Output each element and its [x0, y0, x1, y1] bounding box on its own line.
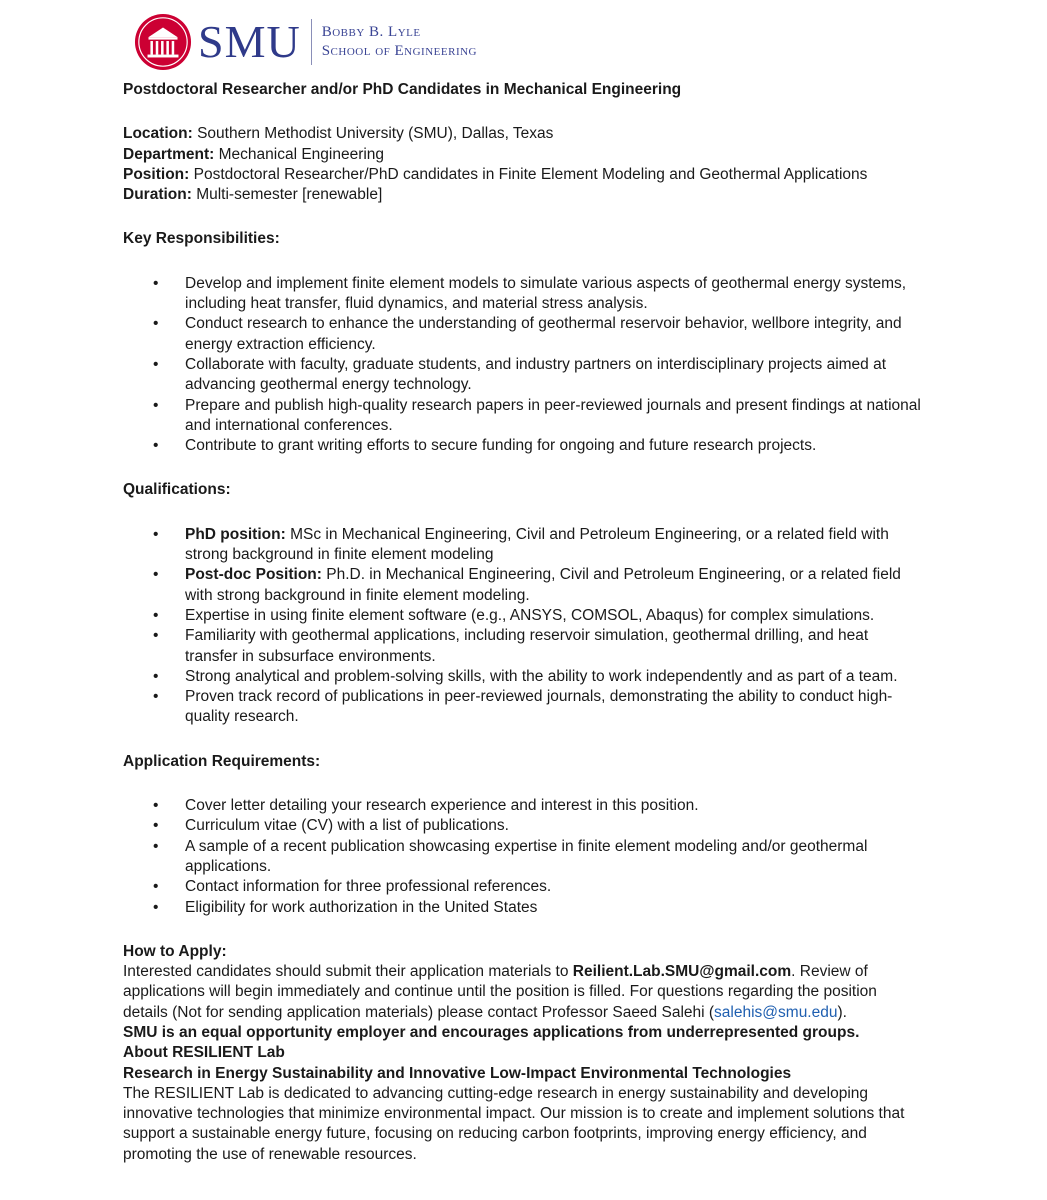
location-label: Location: — [123, 125, 193, 143]
list-item — [123, 314, 923, 355]
list-item-text: Curriculum vitae (CV) with a list of publications. — [185, 817, 509, 835]
list-item-text: Familiarity with geothermal applications, including reservoir simulation, geothermal drilling, and heat transfer in subsurface environments. — [185, 627, 869, 665]
header-divider — [311, 19, 312, 65]
list-item — [123, 816, 923, 836]
requirements-list — [123, 796, 923, 918]
apply-text-2: . Review of applications will begin immediately and continue until the position is filled. For questions regarding the position details (Not for sending application materials) please contact Professor Saeed Salehi ( — [123, 963, 877, 1021]
requirements-heading: Application Requirements: — [123, 752, 321, 770]
apply-text-1: Interested candidates should submit their application materials to — [123, 963, 569, 981]
list-item — [123, 667, 923, 687]
list-item-text: Proven track record of publications in peer-reviewed journals, demonstrating the ability to conduct high-quality research. — [185, 688, 893, 726]
apply-text-3: ). — [837, 1003, 847, 1021]
list-item-text: Strong analytical and problem-solving skills, with the ability to work independently and as part of a team. — [185, 667, 898, 685]
location-row — [123, 124, 923, 144]
department-label: Department: — [123, 145, 215, 163]
bullet-icon: • — [153, 606, 159, 624]
list-item-text: Develop and implement finite element models to simulate various aspects of geothermal energy systems, including heat transfer, fluid dynamics, and material stress analysis. — [185, 274, 907, 313]
bullet-icon: • — [153, 898, 159, 916]
smu-header — [134, 12, 477, 72]
eeo-statement: SMU is an equal opportunity employer and encourages applications from underrepresented groups. — [123, 1023, 860, 1041]
list-item — [123, 687, 923, 728]
list-item — [123, 274, 923, 315]
department-row — [123, 145, 923, 165]
job-fields — [123, 124, 923, 205]
postdoc-text: Ph.D. in Mechanical Engineering, Civil and Petroleum Engineering, or a related field with strong background in finite element modeling. — [185, 566, 901, 604]
position-label: Position: — [123, 165, 190, 183]
postdoc-label: Post-doc Position: — [185, 566, 322, 584]
bullet-icon: • — [153, 688, 159, 706]
school-name — [322, 23, 477, 61]
phd-text: MSc in Mechanical Engineering, Civil and Petroleum Engineering, or a related field with strong background in finite element modeling — [185, 525, 889, 564]
bullet-icon: • — [153, 566, 159, 584]
list-item-text: Expertise in using finite element software (e.g., ANSYS, COMSOL, Abaqus) for complex simulations. — [185, 606, 875, 624]
bullet-icon: • — [153, 627, 159, 645]
list-item — [123, 837, 923, 878]
position-value: Postdoctoral Researcher/PhD candidates in Finite Element Modeling and Geothermal Applications — [193, 165, 868, 183]
bullet-icon: • — [153, 396, 159, 414]
location-value: Southern Methodist University (SMU), Dallas, Texas — [197, 125, 554, 143]
about-heading: About RESILIENT Lab — [123, 1044, 285, 1062]
bullet-icon: • — [153, 797, 159, 815]
qualifications-heading: Qualifications: — [123, 481, 231, 499]
bullet-icon: • — [153, 274, 159, 292]
responsibilities-heading: Key Responsibilities: — [123, 230, 280, 248]
list-item-text: Prepare and publish high-quality research papers in peer-reviewed journals and present findings at national and international conferences. — [185, 396, 921, 434]
responsibilities-list — [123, 274, 923, 457]
application-email: Reilient.Lab.SMU@gmail.com — [572, 963, 792, 981]
school-line-2: School of Engineering — [321, 43, 477, 59]
smu-seal-logo-icon — [134, 13, 192, 71]
list-item — [123, 355, 923, 396]
bullet-icon: • — [153, 355, 159, 373]
bullet-icon: • — [153, 878, 159, 896]
smu-wordmark: SMU — [198, 16, 301, 67]
how-to-apply-heading: How to Apply: — [123, 942, 227, 960]
job-title: Postdoctoral Researcher and/or PhD Candidates in Mechanical Engineering — [123, 81, 682, 98]
list-item — [123, 396, 923, 437]
list-item-text: Contact information for three professional references. — [185, 878, 552, 896]
department-value: Mechanical Engineering — [218, 145, 385, 163]
document-body — [123, 80, 923, 1165]
about-subheading: Research in Energy Sustainability and Innovative Low-Impact Environmental Technologies — [123, 1064, 792, 1082]
list-item — [123, 565, 923, 606]
bullet-icon: • — [153, 817, 159, 835]
bullet-icon: • — [153, 667, 159, 685]
list-item-text: Conduct research to enhance the understanding of geothermal reservoir behavior, wellbore integrity, and energy extraction efficiency. — [185, 315, 902, 353]
contact-email-link[interactable]: salehis@smu.edu — [714, 1003, 838, 1021]
bullet-icon: • — [153, 437, 159, 455]
qualifications-list — [123, 525, 923, 728]
list-item — [123, 436, 923, 456]
list-item — [123, 525, 923, 566]
list-item — [123, 626, 923, 667]
bullet-icon: • — [153, 837, 159, 855]
duration-value: Multi-semester [renewable] — [196, 186, 383, 204]
list-item-text: Cover letter detailing your research experience and interest in this position. — [185, 797, 699, 815]
list-item — [123, 877, 923, 897]
duration-label: Duration: — [123, 186, 192, 204]
phd-label: PhD position: — [185, 525, 286, 543]
position-row — [123, 165, 923, 206]
how-to-apply-text — [123, 962, 923, 1023]
bullet-icon: • — [153, 315, 159, 333]
list-item-text: Contribute to grant writing efforts to secure funding for ongoing and future research projects. — [185, 437, 817, 455]
list-item — [123, 606, 923, 626]
how-to-apply-section — [123, 942, 923, 1165]
list-item — [123, 796, 923, 816]
list-item-text: Eligibility for work authorization in the United States — [185, 898, 538, 916]
list-item — [123, 898, 923, 918]
list-item-text: A sample of a recent publication showcasing expertise in finite element modeling and/or geothermal applications. — [185, 837, 868, 875]
bullet-icon: • — [153, 525, 159, 543]
about-text: The RESILIENT Lab is dedicated to advancing cutting-edge research in energy sustainability and developing innovative technologies that minimize environmental impact. Our mission is to create and implement solutions that support a sustainable energy future, focusing on reducing carbon footprints, improving energy efficiency, and promoting the use of renewable resources. — [123, 1084, 905, 1163]
school-line-1: Bobby B. Lyle — [321, 24, 421, 40]
list-item-text: Collaborate with faculty, graduate students, and industry partners on interdisciplinary projects aimed at advancing geothermal energy technology. — [185, 355, 887, 394]
